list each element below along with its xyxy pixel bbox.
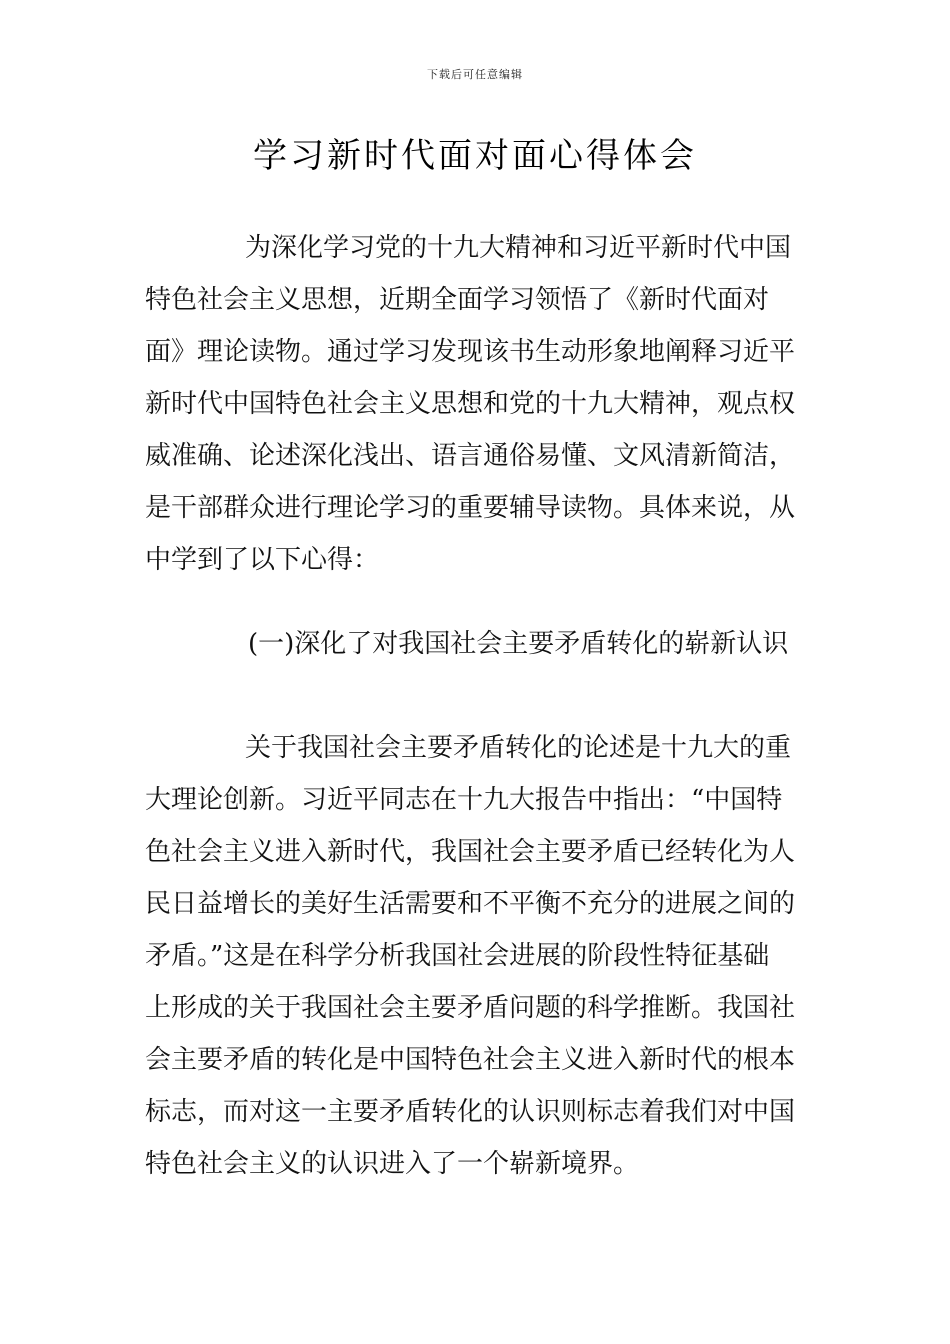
paragraph-line: 威准确、论述深化浅出、语言通俗易懂、文风清新简洁， (145, 441, 796, 471)
paragraph-line: 大理论创新。习近平同志在十九大报告中指出：“中国特 (145, 785, 783, 815)
paragraph-line: 会主要矛盾的转化是中国特色社会主义进入新时代的根本 (145, 1045, 796, 1075)
paragraph-line: 民日益增长的美好生活需要和不平衡不充分的进展之间的 (145, 889, 796, 919)
paragraph-line: 矛盾。”这是在科学分析我国社会进展的阶段性特征基础 (145, 941, 770, 971)
header-note: 下载后可任意编辑 (427, 68, 523, 81)
paragraph-line: 中学到了以下心得： (145, 545, 380, 575)
paragraph-line: 是干部群众进行理论学习的重要辅导读物。具体来说，从 (145, 493, 796, 523)
paragraph-line: 上形成的关于我国社会主要矛盾问题的科学推断。我国社 (145, 993, 796, 1023)
paragraph-line: 特色社会主义的认识进入了一个崭新境界。 (145, 1149, 640, 1179)
paragraph-intro (145, 222, 810, 586)
document-title: 学习新时代面对面心得体会 (253, 136, 697, 176)
paragraph-line: 关于我国社会主要矛盾转化的论述是十九大的重 (245, 733, 792, 763)
paragraph-line: 为深化学习党的十九大精神和习近平新时代中国 (245, 233, 792, 263)
paragraph-line: 色社会主义进入新时代，我国社会主要矛盾已经转化为人 (145, 837, 796, 867)
section-heading: (一)深化了对我国社会主要矛盾转化的崭新认识 (248, 629, 789, 659)
paragraph-section-one (145, 722, 810, 1190)
paragraph-line: 新时代中国特色社会主义思想和党的十九大精神，观点权 (145, 389, 796, 419)
paragraph-line: 特色社会主义思想，近期全面学习领悟了《新时代面对 (145, 285, 770, 315)
paragraph-line: 面》理论读物。通过学习发现该书生动形象地阐释习近平 (145, 337, 796, 367)
paragraph-line: 标志，而对这一主要矛盾转化的认识则标志着我们对中国 (145, 1097, 796, 1127)
